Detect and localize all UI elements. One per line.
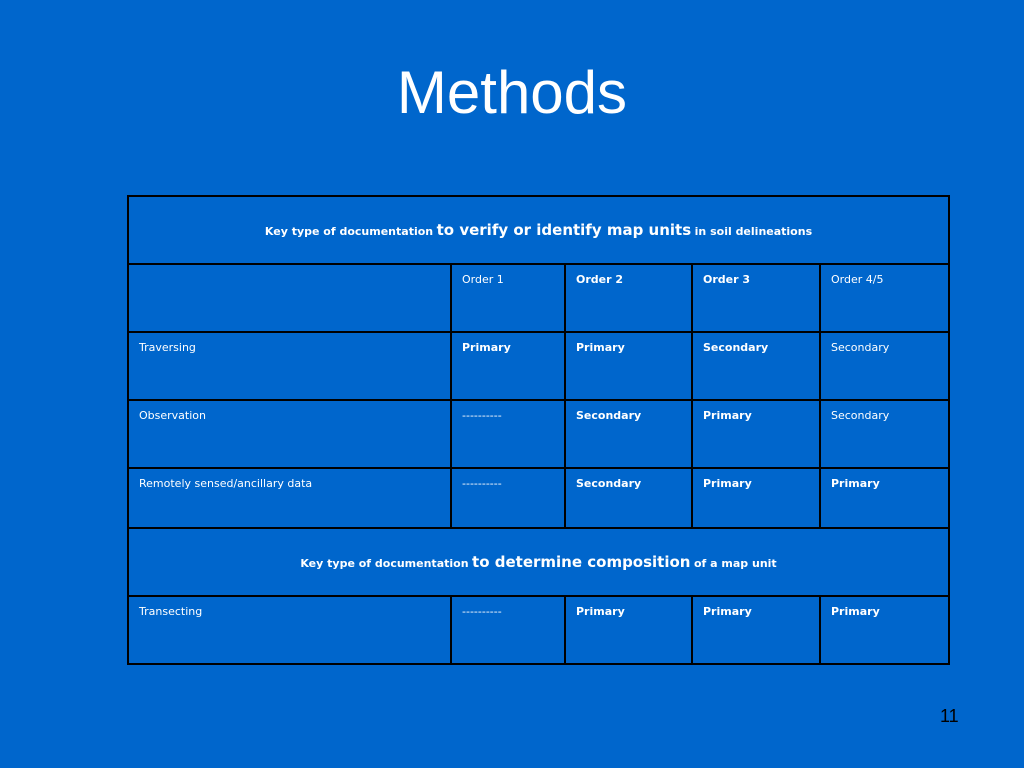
table-row <box>128 332 949 400</box>
table-section-header-composition <box>128 528 949 596</box>
table-cell: Secondary <box>692 332 820 400</box>
header-small-text: of a map unit <box>693 557 777 570</box>
table-cell: Primary <box>565 596 692 664</box>
table-cell: Secondary <box>565 468 692 528</box>
table-cell: Secondary <box>820 400 949 468</box>
column-header-empty <box>128 264 451 332</box>
column-header-order-1: Order 1 <box>451 264 565 332</box>
table-cell: ---------- <box>451 596 565 664</box>
section-header-cell <box>128 196 949 264</box>
header-small-text: Key type of documentation <box>300 557 469 570</box>
page-number: 11 <box>940 706 959 726</box>
header-small-text: in soil delineations <box>694 225 813 238</box>
table-cell: ---------- <box>451 468 565 528</box>
table-row <box>128 400 949 468</box>
section-header-cell <box>128 528 949 596</box>
header-big-text: to determine composition <box>472 553 691 571</box>
table-cell: Primary <box>820 596 949 664</box>
table-section-header-verify <box>128 196 949 264</box>
header-small-text: Key type of documentation <box>264 225 434 238</box>
column-header-order-3: Order 3 <box>692 264 820 332</box>
table-cell: Primary <box>820 468 949 528</box>
row-label: Transecting <box>128 596 451 664</box>
table-column-header-row <box>128 264 949 332</box>
table-cell: ---------- <box>451 400 565 468</box>
column-header-order-4-5: Order 4/5 <box>820 264 949 332</box>
row-label: Traversing <box>128 332 451 400</box>
row-label: Observation <box>128 400 451 468</box>
table-cell: Primary <box>692 400 820 468</box>
table-cell: Secondary <box>565 400 692 468</box>
table-cell: Secondary <box>820 332 949 400</box>
methods-table <box>127 195 950 665</box>
header-big-text: to verify or identify map units <box>436 221 692 239</box>
table-cell: Primary <box>565 332 692 400</box>
table-row <box>128 596 949 664</box>
table-cell: Primary <box>692 468 820 528</box>
table-cell: Primary <box>451 332 565 400</box>
table-row <box>128 468 949 528</box>
row-label: Remotely sensed/ancillary data <box>128 468 451 528</box>
slide-title: Methods <box>396 59 628 126</box>
column-header-order-2: Order 2 <box>565 264 692 332</box>
table-cell: Primary <box>692 596 820 664</box>
